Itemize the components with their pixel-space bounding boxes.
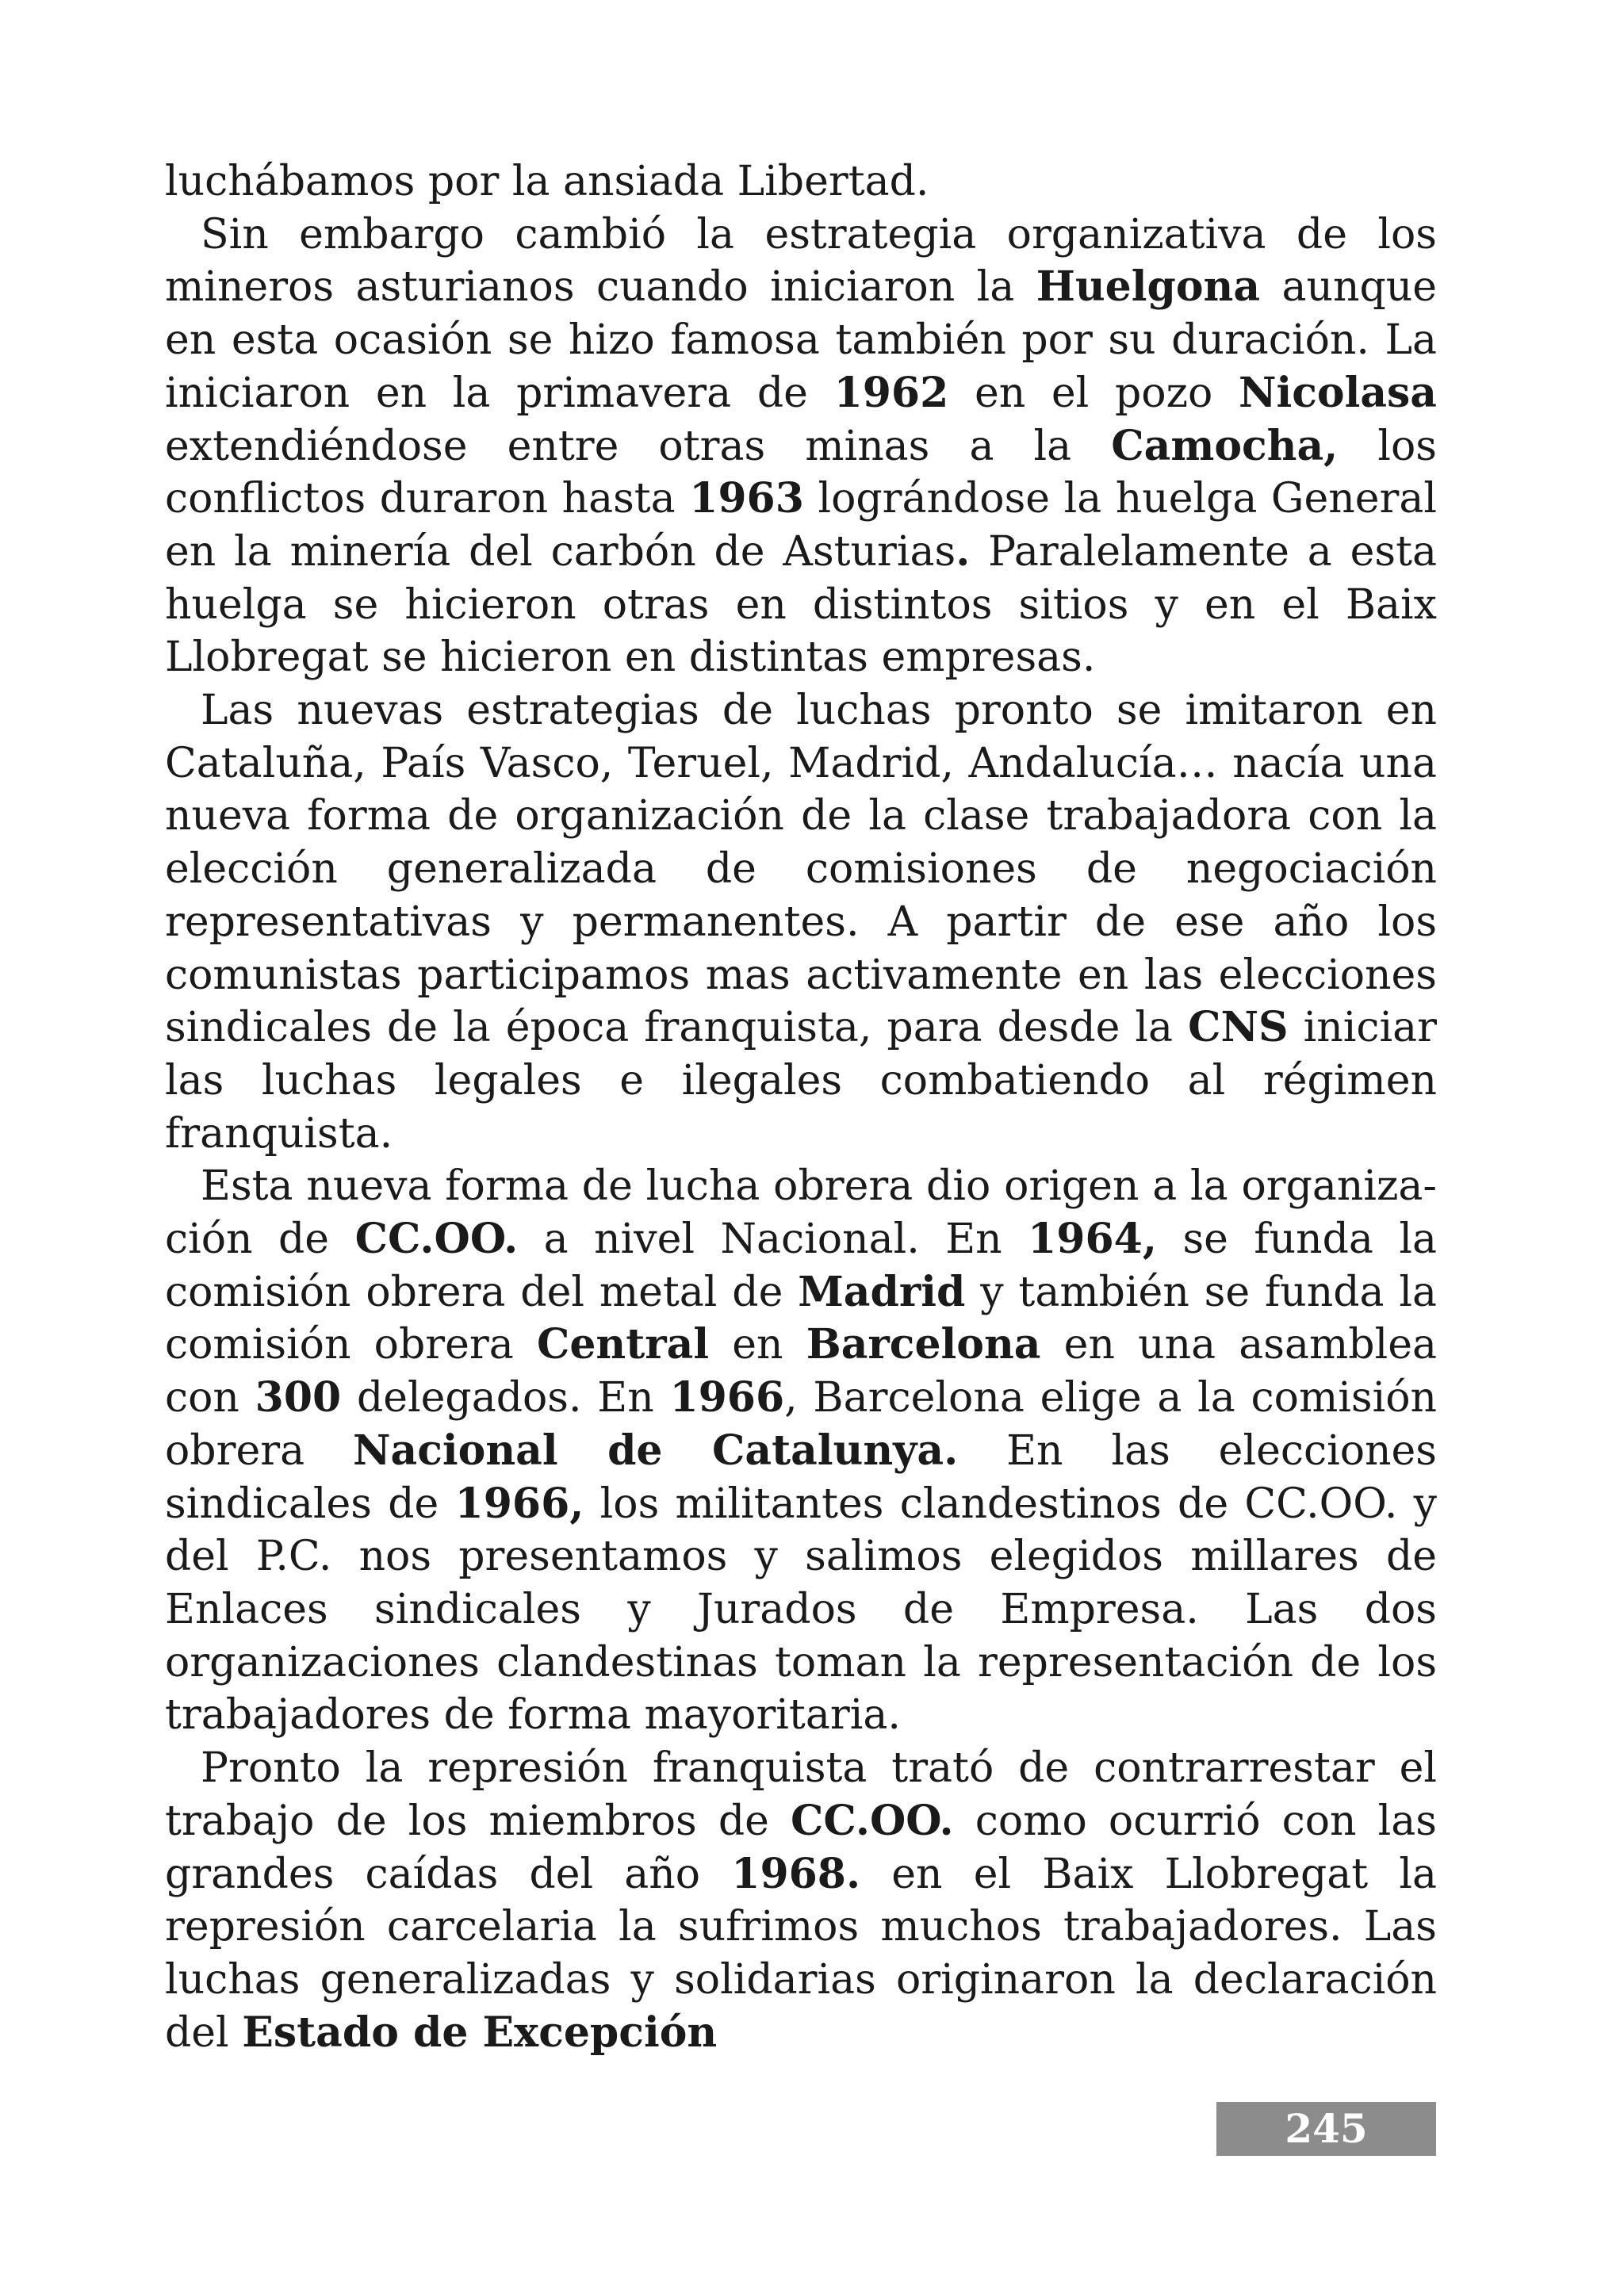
bold-text-run: 1966, (454, 1479, 584, 1528)
text-run: y también se funda la comisión obrera (165, 1268, 1437, 1369)
text-run: Paralelamente a esta huelga se hicieron otras en distintos sitios y en el Baix Llobregat se hicieron en distintas empresas. (165, 527, 1437, 682)
text-run: los militantes clandestinos de CC.OO. y del P.C. nos presentamos y salimos elegidos millares de Enlaces sindicales y Jurados de Empresa. Las dos organizaciones clandestinas toman la representación de los trabajadores de forma mayoritaria. (165, 1480, 1437, 1740)
bold-text-run: Nacional de Catalunya. (353, 1426, 959, 1475)
bold-text-run: 1963 (689, 474, 804, 523)
text-run: iniciar las luchas legales e ilegales combatiendo al régimen franquista. (165, 1004, 1437, 1158)
text-run: En las elecciones sindicales de (165, 1426, 1437, 1528)
text-run: los conflictos duraron hasta (165, 422, 1437, 523)
bold-text-run: CC.OO. (354, 1215, 519, 1264)
bold-text-run: CNS (1188, 1003, 1289, 1052)
text-run: Pronto la represión franquista trató de contrarrestar el trabajo de los miembros de (165, 1744, 1437, 1845)
bold-text-run: Huelgona (1036, 262, 1261, 312)
bold-text-run: CC.OO. (791, 1796, 954, 1845)
bold-text-run: 1962 (833, 368, 949, 417)
text-run: delegados. En (341, 1374, 670, 1422)
text-run: en una asamblea con (165, 1321, 1437, 1422)
bold-text-run: . (956, 526, 971, 576)
text-run: , Barcelona elige a la comisión obrera (165, 1374, 1437, 1475)
text-run: luchábamos por la ansiada Libertad. (165, 158, 929, 205)
paragraph (165, 1160, 1437, 1742)
bold-text-run: Nicolasa (1238, 368, 1437, 417)
text-run: como ocurrió con las grandes caídas del año (165, 1797, 1437, 1898)
page-number: 245 (1216, 2102, 1436, 2156)
bold-text-run: 1966 (669, 1373, 785, 1422)
text-run: lográndose la huelga General en la minería del carbón de Asturias (165, 475, 1438, 576)
bold-text-run: 1964, (1028, 1215, 1157, 1264)
bold-text-run: 300 (255, 1373, 342, 1422)
text-run: Esta nueva forma de lucha obrera dio origen a la organización de (165, 1162, 1437, 1264)
text-run: Las nuevas estrategias de luchas pronto se imitaron en Cataluña, País Vasco, Teruel, Madrid, Andalucía… nacía una nueva forma de organización de la clase trabajadora con la elección generalizada de comisiones de negociación representativas y permanentes. A partir de ese año los comunistas participamos mas activamente en las elecciones sindicales de la época franquista, para desde la (165, 687, 1437, 1052)
bold-text-run: Central (536, 1320, 710, 1369)
bold-text-run: Madrid (798, 1267, 966, 1316)
paragraph (165, 155, 1437, 209)
paragraph (165, 209, 1437, 684)
bold-text-run: 1968. (731, 1849, 861, 1898)
text-run: Sin embargo cambió la estrategia organizativa de los mineros asturianos cuando iniciaron la (165, 210, 1437, 312)
paragraph (165, 684, 1437, 1160)
text-run: en el pozo (948, 369, 1239, 417)
bold-text-run: Barcelona (806, 1320, 1041, 1369)
text-run: en el Baix Llobregat la represión carcelaria la sufrimos muchos trabajadores. Las luchas generalizadas y solidarias originaron la declaración del (165, 1850, 1437, 2057)
bold-text-run: Estado de Excepción (242, 2008, 718, 2057)
text-run: se funda la comisión obrera del metal de (165, 1215, 1437, 1316)
text-run: extendiéndose entre otras minas a la (165, 422, 1112, 470)
text-run: a nivel Nacional. En (518, 1215, 1028, 1264)
paragraph (165, 1742, 1437, 2059)
text-run: en (709, 1321, 806, 1369)
bold-text-run: Camocha, (1111, 421, 1339, 470)
page-body (165, 155, 1437, 2059)
text-run: aunque en esta ocasión se hizo famosa también por su duración. La iniciaron en la primavera de (165, 263, 1438, 417)
